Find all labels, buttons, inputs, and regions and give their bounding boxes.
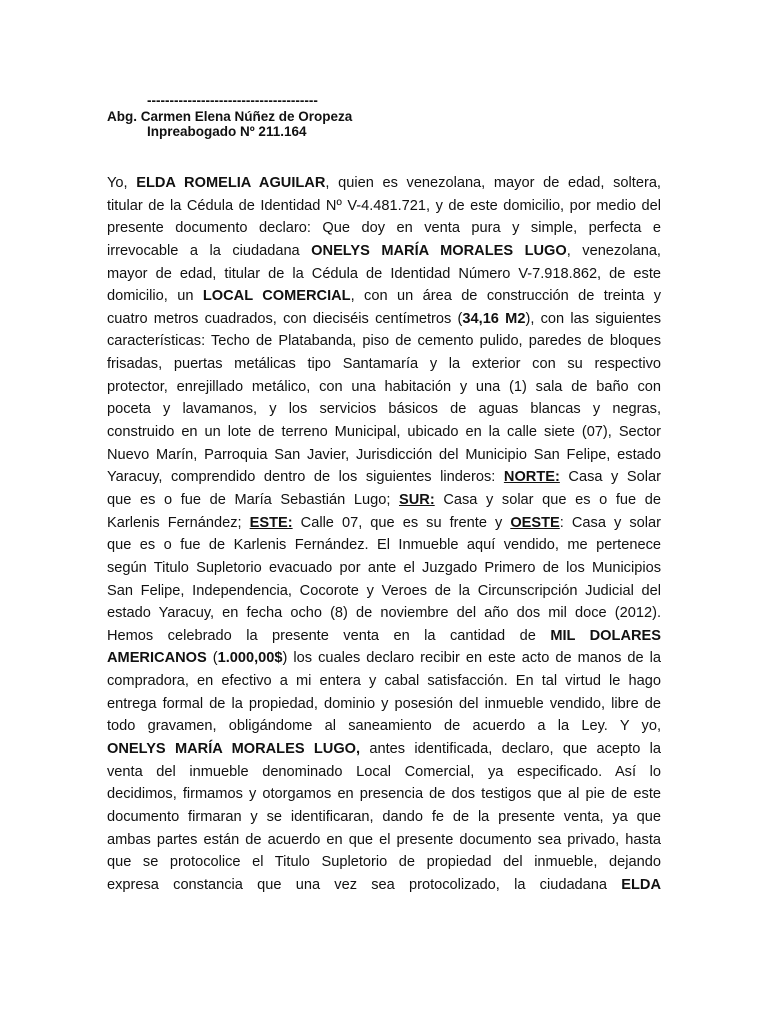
emphasized-text: OESTE xyxy=(510,514,560,531)
document-line xyxy=(107,580,661,603)
document-line xyxy=(107,693,661,716)
document-line xyxy=(107,308,661,331)
body-text-segment: todo gravamen, obligándome al saneamiento de acuerdo a la Ley. Y yo, xyxy=(107,718,661,735)
lawyer-registration-number: Inpreabogado Nº 211.164 xyxy=(147,124,307,139)
document-line xyxy=(107,466,661,489)
document-line xyxy=(107,240,661,263)
body-text-segment: documento firmaran y se identificaran, dando fe de la presente venta, ya que xyxy=(107,808,661,825)
body-text-segment: antes identificada, declaro, que acepto la xyxy=(360,741,661,758)
document-line xyxy=(107,285,661,308)
emphasized-text: ESTE: xyxy=(249,514,293,531)
document-line xyxy=(107,715,661,738)
body-text-segment: , con un área de construcción de treinta y xyxy=(350,288,662,305)
body-text-segment: Karlenis Fernández; xyxy=(107,514,250,531)
document-line xyxy=(107,398,661,421)
body-text-segment: Calle 07, que es su frente y xyxy=(292,514,511,531)
body-text-segment: construido en un lote de terreno Municipal, ubicado en la calle siete (07), Sector xyxy=(107,424,661,441)
body-text-segment: características: Techo de Platabanda, piso de cemento pulido, paredes de bloques xyxy=(107,333,661,350)
signature-block xyxy=(107,93,352,140)
body-text-segment: San Felipe, Independencia, Cocorote y Veroes de la Circunscripción Judicial del xyxy=(107,582,661,599)
emphasized-text: ELDA xyxy=(621,876,661,893)
document-line xyxy=(107,557,661,580)
lawyer-name: Abg. Carmen Elena Núñez de Oropeza xyxy=(107,108,353,124)
body-text-segment: titular de la Cédula de Identidad Nº V-4.481.721, y de este domicilio, por medio del xyxy=(107,197,661,214)
emphasized-text: 1.000,00$ xyxy=(217,650,283,667)
document-line xyxy=(107,217,661,240)
body-text-segment: ambas partes están de acuerdo en que el presente documento sea privado, hasta xyxy=(107,831,661,848)
document-line xyxy=(107,172,661,195)
document-line xyxy=(107,421,661,444)
body-text-segment: Yaracuy, comprendido dentro de los siguientes linderos: xyxy=(107,469,504,486)
body-text-segment: según Titulo Supletorio evacuado por ante el Juzgado Primero de los Municipios xyxy=(107,559,661,576)
body-text-segment: decidimos, firmamos y otorgamos en presencia de dos testigos que al pie de este xyxy=(107,786,661,803)
emphasized-text: NORTE: xyxy=(503,469,560,486)
body-text-segment: , quien es venezolana, mayor de edad, soltera, xyxy=(325,175,661,191)
body-text-segment: Casa y Solar xyxy=(559,469,661,486)
body-text-segment: frisadas, puertas metálicas tipo Santamaría y la exterior con su respectivo xyxy=(107,356,661,373)
emphasized-text: MIL DOLARES xyxy=(550,627,661,644)
document-line xyxy=(107,376,661,399)
body-text-segment: Casa y solar que es o fue de xyxy=(434,491,661,508)
emphasized-text: LOCAL COMERCIAL xyxy=(202,288,351,305)
document-line xyxy=(107,806,661,829)
body-text-segment: entrega formal de la propiedad, dominio y posesión del inmueble vendido, libre de xyxy=(107,695,661,712)
document-line xyxy=(107,330,661,353)
emphasized-text: SUR: xyxy=(399,491,435,508)
body-text-segment: presente documento declaro: Que doy en venta pura y simple, perfecta e xyxy=(107,220,661,237)
body-text-segment: protector, enrejillado metálico, con una habitación y una (1) sala de baño con xyxy=(107,378,661,395)
body-text-segment: estado Yaracuy, en fecha ocho (8) de noviembre del año dos mil doce (2012). xyxy=(107,605,661,622)
body-text-segment: Hemos celebrado la presente venta en la cantidad de xyxy=(107,627,551,644)
body-text-segment: ( xyxy=(206,650,218,667)
body-text-segment: mayor de edad, titular de la Cédula de Identidad Número V-7.918.862, de este xyxy=(107,265,661,282)
emphasized-text: AMERICANOS xyxy=(107,650,207,667)
document-line xyxy=(107,738,661,761)
document-line xyxy=(107,647,661,670)
body-text-segment: que se protocolice el Titulo Supletorio de propiedad del inmueble, dejando xyxy=(107,854,661,871)
document-line xyxy=(107,512,661,535)
body-text-segment: : Casa y solar xyxy=(559,514,661,531)
body-text-segment: ) los cuales declaro recibir en este acto de manos de la xyxy=(282,650,661,667)
body-text-segment: Nuevo Marín, Parroquia San Javier, Jurisdicción del Municipio San Felipe, estado xyxy=(107,446,661,463)
emphasized-text: 34,16 M2 xyxy=(462,310,526,327)
document-line xyxy=(107,444,661,467)
document-line xyxy=(107,602,661,625)
body-text-segment: , venezolana, xyxy=(566,242,661,259)
body-text-segment: que es o fue de Karlenis Fernández. El Inmueble aquí vendido, me pertenece xyxy=(107,537,661,554)
emphasized-text: ELDA ROMELIA AGUILAR xyxy=(136,175,326,191)
document-line xyxy=(107,829,661,852)
document-line xyxy=(107,874,661,897)
document-line xyxy=(107,534,661,557)
body-text-segment: ), con las siguientes xyxy=(525,310,661,327)
body-text-segment: domicilio, un xyxy=(107,288,203,305)
document-line xyxy=(107,670,661,693)
document-line xyxy=(107,783,661,806)
document-line xyxy=(107,761,661,784)
body-text-segment: irrevocable a la ciudadana xyxy=(107,242,312,259)
document-line xyxy=(107,851,661,874)
document-line xyxy=(107,353,661,376)
document-line xyxy=(107,625,661,648)
signature-line: -------------------------------------- xyxy=(147,93,318,108)
body-text-segment: cuatro metros cuadrados, con dieciséis centímetros ( xyxy=(107,310,463,327)
document-body xyxy=(107,172,661,897)
body-text-segment: que es o fue de María Sebastián Lugo; xyxy=(107,491,400,508)
body-text-segment: Yo, xyxy=(107,175,137,191)
body-text-segment: expresa constancia que una vez sea protocolizado, la ciudadana xyxy=(107,876,622,893)
emphasized-text: ONELYS MARÍA MORALES LUGO xyxy=(311,242,567,259)
document-line xyxy=(107,263,661,286)
body-text-segment: compradora, en efectivo a mi entera y cabal satisfacción. En tal virtud le hago xyxy=(107,673,661,690)
document-line xyxy=(107,195,661,218)
emphasized-text: ONELYS MARÍA MORALES LUGO, xyxy=(107,741,361,758)
document-line xyxy=(107,489,661,512)
body-text-segment: poceta y lavamanos, y los servicios básicos de aguas blancas y negras, xyxy=(107,401,661,418)
body-text-segment: venta del inmueble denominado Local Comercial, ya especificado. Así lo xyxy=(107,763,661,780)
